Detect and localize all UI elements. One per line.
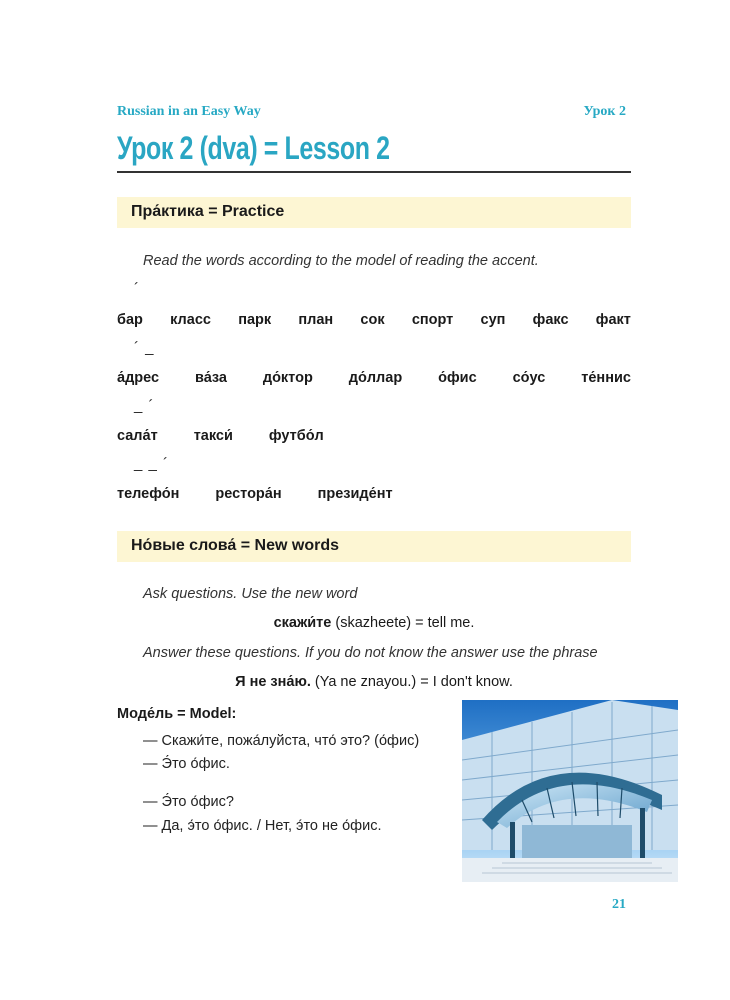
new-word-phrase: [117, 615, 631, 631]
answer-phrase: [117, 674, 631, 690]
accent-pattern: _ ´: [134, 397, 155, 414]
practice-heading-band: [117, 197, 631, 228]
word-row: [117, 370, 631, 386]
dialog-line: — Э́то о́фис.: [143, 756, 230, 772]
book-title: Russian in an Easy Way: [117, 104, 261, 119]
word: о́фис: [438, 370, 477, 386]
word-row: [117, 428, 324, 444]
accent-pattern: ´ _: [134, 339, 155, 356]
new-words-heading: Но́вые слова́ = New words: [131, 537, 340, 554]
answer-phrase-translation: (Ya ne znayou.) = I don't know.: [310, 674, 513, 690]
new-word-bold: скажи́те: [273, 615, 332, 631]
word: те́ннис: [581, 370, 631, 386]
practice-instruction: Read the words according to the model of reading the accent.: [143, 253, 539, 269]
word: со́ус: [512, 370, 546, 386]
word: а́дрес: [117, 370, 160, 386]
word: план: [298, 312, 334, 328]
new-word-translation: (skazheete) = tell me.: [331, 615, 475, 631]
answer-phrase-bold: Я не зна́ю.: [235, 674, 311, 690]
word: сала́т: [117, 428, 158, 444]
word: парк: [238, 312, 272, 328]
dialog-line: — Э́то о́фис?: [143, 794, 234, 810]
word: до́ллар: [348, 370, 403, 386]
word: бар: [117, 312, 143, 328]
answer-instruction: Answer these questions. If you do not know the answer use the phrase: [143, 645, 598, 661]
office-building-photo: [462, 700, 678, 882]
dialog-line: — Да, э́то о́фис. / Нет, э́то не о́фис.: [143, 818, 382, 834]
word: рестора́н: [215, 486, 282, 502]
word: факс: [532, 312, 569, 328]
word: до́ктор: [262, 370, 313, 386]
word: президе́нт: [317, 486, 393, 502]
word: ва́за: [195, 370, 227, 386]
lesson-tag: Урок 2: [583, 104, 626, 119]
accent-pattern: _ _ ´: [134, 455, 170, 472]
new-words-instruction: Ask questions. Use the new word: [143, 586, 358, 602]
word: такси́: [193, 428, 233, 444]
dialog-line: — Скажи́те, пожа́луйста, что́ это? (о́фис): [143, 733, 420, 749]
page-title: Урок 2 (dva) = Lesson 2: [117, 130, 390, 166]
word: факт: [595, 312, 631, 328]
word-row: [117, 312, 631, 328]
title-divider: [117, 171, 631, 173]
word: спорт: [411, 312, 454, 328]
word: сок: [360, 312, 385, 328]
word: суп: [480, 312, 506, 328]
word: футбо́л: [268, 428, 324, 444]
page-number: 21: [612, 897, 626, 912]
practice-heading: Пра́ктика = Practice: [131, 203, 285, 220]
new-words-heading-band: [117, 531, 631, 562]
word-row: [117, 486, 393, 502]
word: телефо́н: [117, 486, 180, 502]
word: класс: [170, 312, 211, 328]
accent-pattern: ´: [134, 280, 140, 297]
model-heading: Моде́ль = Model:: [117, 706, 237, 722]
